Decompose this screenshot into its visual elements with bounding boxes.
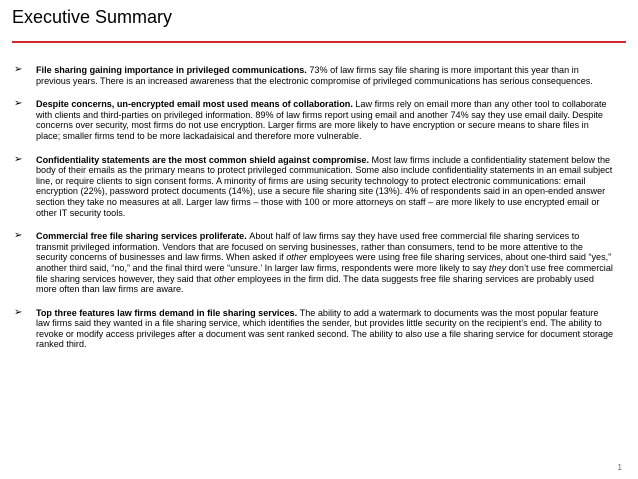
title-divider — [12, 41, 626, 43]
item-text: Law firms rely on email more than any other tool to collaborate with clients and third-parties on privileged information. 89% of law firms report using email and another 74% say they use email daily. Despite concerns over security, most firms do not use encryption. Larger firms are more likely to have encryption or secure means to share files in place; smaller firms tend to be more lackadaisical and therefore more vulnerable. — [36, 99, 607, 141]
item-emphasis: other — [286, 252, 307, 263]
item-text: About half of law firms say they have used free commercial file sharing services to transmit privileged information. Vendors that are focused on serving businesses, rather than consumers, tend to be more attentive to the security concerns of businesses and law firms. When asked if — [36, 231, 583, 263]
list-item — [14, 65, 614, 86]
item-heading: Despite concerns, un-encrypted email most used means of collaboration. — [36, 99, 356, 110]
arrow-bullet-icon: ➢ — [14, 230, 23, 242]
item-text: employees in the firm did. The data suggests free file sharing services are probably used more often than law firms are aware. — [36, 273, 594, 295]
arrow-bullet-icon: ➢ — [14, 306, 23, 318]
item-emphasis: they — [489, 262, 507, 273]
arrow-bullet-icon: ➢ — [14, 64, 23, 75]
item-heading: Top three features law firms demand in file sharing services. — [36, 307, 300, 318]
item-heading: Commercial free file sharing services proliferate. — [36, 231, 250, 242]
arrow-bullet-icon: ➢ — [14, 98, 23, 110]
item-text: The ability to add a watermark to documents was the most popular feature law firms said they wanted in a file sharing service, which identifies the sender, but provides little security on the recipient’s end. The ability to revoke or modify access privileges after a document was sent ranked second. The ability to also use a file sharing service for document storage ranked third. — [36, 307, 614, 350]
item-text: 73% of law firms say file sharing is more important this year than in previous years. There is an increased awareness that the electronic compromise of privileged communications has serious consequences. — [36, 65, 593, 86]
list-item — [14, 308, 614, 350]
page-title: Executive Summary — [12, 7, 173, 27]
page-number: 1 — [617, 463, 622, 472]
item-emphasis: other — [213, 273, 235, 284]
item-heading: Confidentiality statements are the most common shield against compromise. — [36, 154, 372, 165]
list-item — [14, 155, 614, 219]
list-item — [14, 231, 614, 295]
bullet-list — [14, 65, 614, 363]
item-text: employees were using free file sharing services, about one-third said “yes,” another third said, “no,” and the final third were “unsure.’ In larger law firms, respondents were more likely to say — [36, 252, 612, 273]
arrow-bullet-icon: ➢ — [14, 153, 23, 165]
list-item — [14, 99, 614, 141]
item-heading: File sharing gaining importance in privileged communications. — [36, 65, 310, 75]
item-text: Most law firms include a confidentiality statement below the body of their emails as the primary means to protect privileged communication. Some also include confidentiality statements in an email subject line, or require clients to sign consent forms. A minority of firms are using security technology to protect electronic communications: email encryption (22%), password protect documents (14%), use a secure file sharing site (13%). 4% of respondents said in an open-ended answer section they take no measures at all. Larger law firms – those with 100 or more attorneys on staff – are more likely to use encrypted email or other IT security tools. — [36, 154, 613, 218]
item-text: don’t use free commercial file sharing services however, they said that — [36, 262, 613, 284]
